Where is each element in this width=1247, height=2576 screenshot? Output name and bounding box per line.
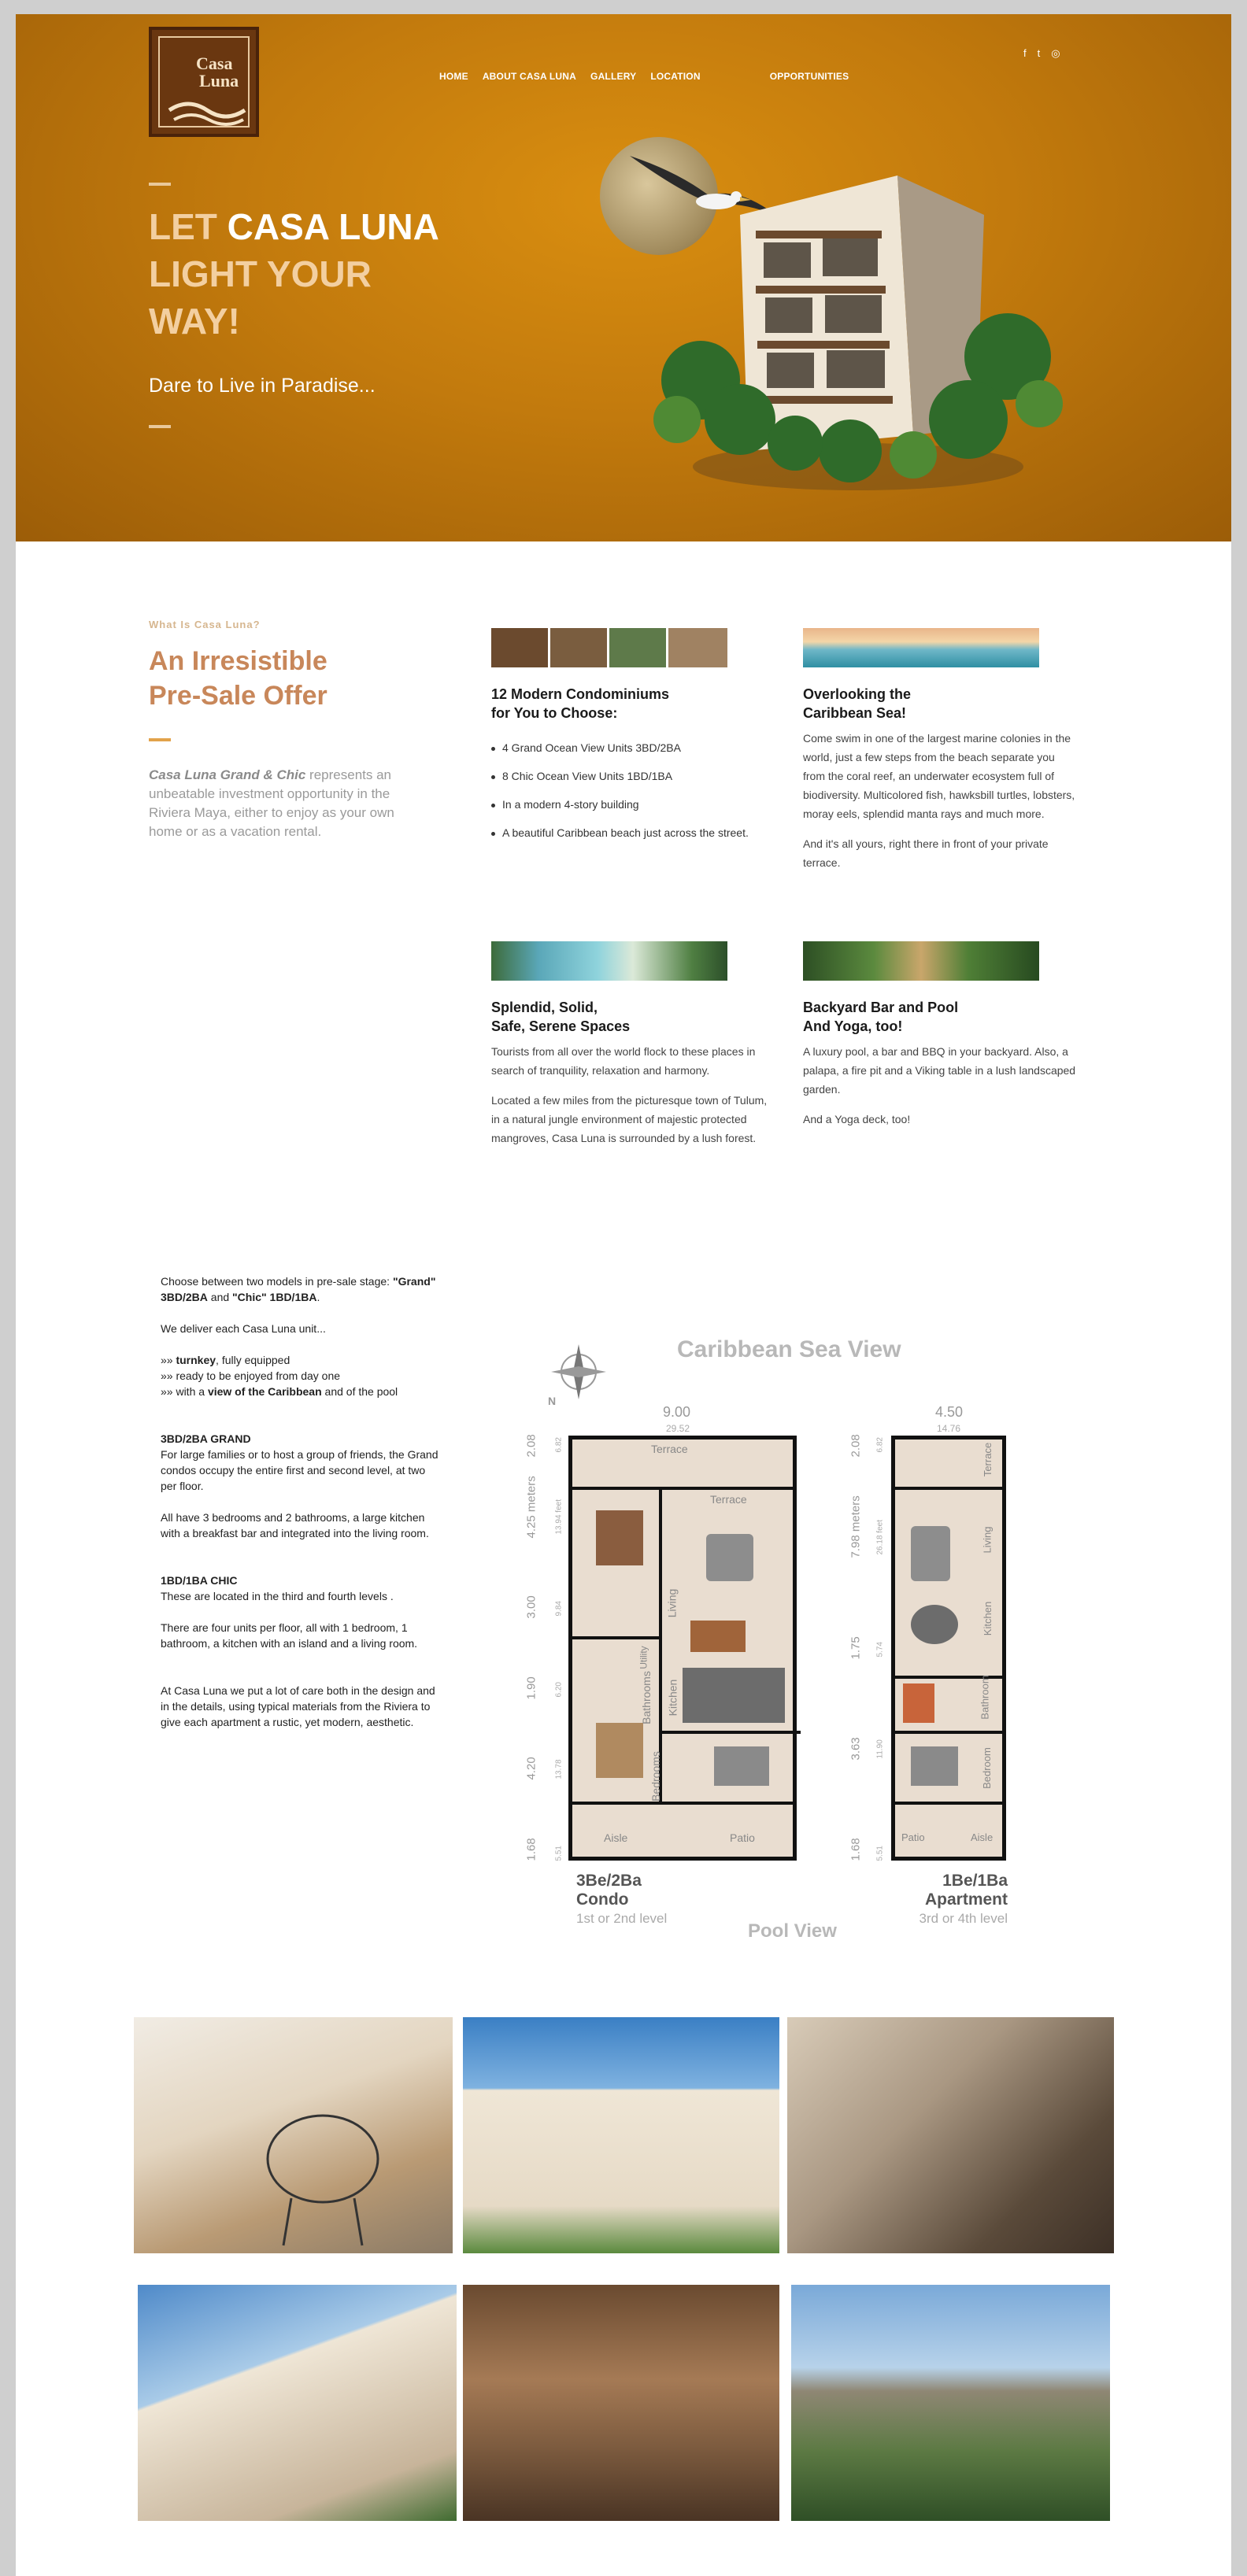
room-label: Bathrooms [639, 1671, 653, 1724]
facebook-icon[interactable]: f [1023, 47, 1027, 59]
card-backyard-p2: And a Yoga deck, too! [803, 1113, 911, 1125]
plan-bed [596, 1723, 643, 1778]
list-item: 8 Chic Ocean View Units 1BD/1BA [491, 770, 790, 782]
right-width-m: 4.50 [935, 1404, 964, 1420]
condos-thumbnail [491, 628, 727, 667]
right-dimensions-feet [871, 1437, 890, 1861]
card-backyard-body [803, 1042, 1080, 1140]
hero-title-line2: LIGHT YOUR [149, 253, 372, 294]
bullet-prefix: »» [161, 1354, 176, 1366]
hero-title-casa-luna: CASA LUNA [227, 206, 439, 247]
apartment-label [905, 1872, 1008, 1909]
chic-title: 1BD/1BA CHIC [161, 1574, 238, 1587]
left-width-ft: 29.52 [666, 1423, 690, 1434]
plan-wall [572, 1636, 659, 1639]
condo-level: 1st or 2nd level [576, 1911, 668, 1926]
card-caribbean-p2: And it's all yours, right there in front of your private terrace. [803, 837, 1049, 869]
plan-counter [683, 1668, 785, 1723]
models-intro-grand: "Grand" 3BD/2BA [161, 1275, 436, 1303]
hero-subtitle: Dare to Live in Paradise... [149, 375, 376, 397]
room-label: Terrace [982, 1442, 994, 1477]
left-dim-ft: 9.84 [554, 1600, 564, 1617]
left-dim-ft: 6.82 [554, 1437, 564, 1453]
room-label: Bathroom [979, 1675, 991, 1720]
left-dim: 3.00 [524, 1595, 538, 1619]
apartment-plan [891, 1436, 1006, 1861]
card-condos-title [491, 685, 669, 723]
room-label: Kitchen [666, 1679, 679, 1717]
room-label: Patio [730, 1831, 755, 1844]
logo-text-luna: Luna [199, 71, 239, 91]
right-dim-ft: 5.74 [875, 1641, 885, 1657]
offer-text-body: represents an unbeatable investment opportunity in the Riviera Maya, either to enjoy as your own home or as a vacation rental. [149, 767, 394, 839]
models-intro-chic: "Chic" 1BD/1BA [232, 1291, 317, 1303]
offer-title-line1: An Irresistible [149, 646, 327, 676]
left-dim: 1.90 [524, 1676, 538, 1700]
plan-bath [903, 1683, 934, 1723]
plan-sofa [706, 1534, 753, 1581]
nav-location[interactable]: LOCATION [650, 71, 701, 82]
right-dim: 7.98 meters [849, 1495, 863, 1558]
floorplan-sea-view-title: Caribbean Sea View [677, 1336, 901, 1362]
gallery-image-living-room[interactable] [787, 2017, 1114, 2253]
bullet-view-rest: and of the pool [321, 1385, 398, 1398]
plan-wall [895, 1731, 1002, 1734]
left-dim-ft: 13.94 feet [554, 1499, 564, 1535]
left-dim: 4.20 [524, 1757, 538, 1780]
offer-title-line2: Pre-Sale Offer [149, 681, 327, 711]
offer-divider [149, 738, 171, 741]
card-spaces-title-line2: Safe, Serene Spaces [491, 1018, 631, 1034]
right-dim: 2.08 [849, 1434, 863, 1458]
condo-label-line2: Condo [576, 1890, 629, 1909]
nav-gallery[interactable]: GALLERY [590, 71, 637, 82]
offer-text-emphasis: Casa Luna Grand & Chic [149, 767, 306, 782]
plan-sofa [911, 1526, 950, 1581]
condos-feature-list [491, 741, 790, 855]
room-label: Aisle [971, 1831, 994, 1843]
room-label: Patio [901, 1831, 925, 1843]
left-dim: 1.68 [524, 1838, 538, 1861]
room-label: Terrace [651, 1443, 688, 1455]
grand-p1: For large families or to host a group of friends, the Grand condos occupy the entire first and second level, at two per floor. [161, 1448, 438, 1492]
logo-frame [158, 36, 250, 128]
apartment-label-line1: 1Be/1Ba [942, 1872, 1008, 1890]
plan-wall [895, 1487, 1002, 1490]
models-bullets [161, 1352, 444, 1399]
card-backyard-title-line2: And Yoga, too! [803, 1018, 903, 1034]
condo-label-line1: 3Be/2Ba [576, 1872, 642, 1890]
right-dim: 3.63 [849, 1737, 863, 1761]
room-label: Living [981, 1526, 994, 1554]
nav-home[interactable]: HOME [439, 71, 468, 82]
list-item: 4 Grand Ocean View Units 3BD/2BA [491, 741, 790, 754]
room-label: Kitchen [982, 1601, 994, 1636]
plan-bed [911, 1746, 958, 1786]
gallery-image-stone-arch[interactable] [791, 2285, 1110, 2521]
twitter-icon[interactable]: t [1037, 47, 1041, 59]
plan-wall [895, 1802, 1002, 1805]
card-spaces-body [491, 1042, 768, 1159]
right-width-ft: 14.76 [937, 1423, 961, 1434]
hero-section [16, 14, 1231, 541]
plan-wall [572, 1487, 793, 1490]
compass-north: N [548, 1395, 557, 1407]
room-label: Terrace [710, 1493, 747, 1506]
room-label: Utility [638, 1646, 649, 1669]
list-item: In a modern 4-story building [491, 798, 790, 811]
right-dimensions [844, 1434, 868, 1861]
plan-bed [596, 1510, 643, 1565]
right-dim-ft: 26.18 feet [875, 1519, 885, 1555]
casa-luna-logo[interactable] [149, 27, 259, 137]
apartment-level: 3rd or 4th level [919, 1911, 1008, 1926]
models-closing: At Casa Luna we put a lot of care both in the design and in the details, using typical materials from the Riviera to give each apartment a rustic, yet modern, aesthetic. [161, 1684, 435, 1728]
plan-table [690, 1621, 746, 1652]
room-label: Bedroom [980, 1747, 993, 1789]
right-dim-ft: 6.82 [875, 1437, 885, 1453]
nav-opportunities[interactable]: OPPORTUNITIES [769, 71, 849, 82]
bullet-turnkey: turnkey [176, 1354, 216, 1366]
caribbean-sunset-thumbnail [803, 628, 1039, 667]
plan-wall [659, 1731, 801, 1734]
building-illustration [653, 168, 1063, 498]
bullet-view: view of the Caribbean [207, 1385, 322, 1398]
jungle-thumbnail [803, 941, 1039, 981]
models-intro-e: . [316, 1291, 320, 1303]
models-description [161, 1273, 444, 1746]
left-dim-ft: 13.78 [554, 1759, 564, 1780]
left-dimensions-feet [549, 1437, 568, 1861]
grand-title: 3BD/2BA GRAND [161, 1432, 251, 1445]
card-caribbean-p1: Come swim in one of the largest marine colonies in the world, just a few steps from the beach separate you from the coral reef, an underwater ecosystem full of biodiversity. Multicolored fish, hawksbill turtles, lobsters, moray eels, splendid manta rays and much more. [803, 732, 1075, 820]
hero-divider-bottom [149, 425, 171, 428]
hero-title-line3: WAY! [149, 301, 240, 342]
condo-label [576, 1872, 642, 1909]
bullet-ready: »» ready to be enjoyed from day one [161, 1369, 341, 1382]
card-backyard-p1: A luxury pool, a bar and BBQ in your backyard. Also, a palapa, a fire pit and a Viking table in a lush landscaped garden. [803, 1045, 1076, 1096]
gallery-image-building-side[interactable] [138, 2285, 457, 2521]
offer-title [149, 644, 327, 713]
condo-plan [568, 1436, 797, 1861]
card-spaces-title [491, 998, 630, 1036]
card-spaces-p2: Located a few miles from the picturesque town of Tulum, in a natural jungle environment of majestic protected mangroves, Casa Luna is surrounded by a lush forest. [491, 1094, 768, 1144]
card-caribbean-body [803, 729, 1079, 883]
chic-p1: These are located in the third and fourth levels . [161, 1590, 394, 1602]
card-caribbean-title [803, 685, 911, 723]
instagram-icon[interactable]: ◎ [1051, 47, 1060, 59]
bullet-turnkey-rest: , fully equipped [216, 1354, 290, 1366]
bullet-prefix: »» with a [161, 1385, 208, 1398]
left-dim-ft: 5.51 [554, 1846, 564, 1861]
card-spaces-title-line1: Splendid, Solid, [491, 1000, 598, 1015]
card-caribbean-title-line1: Overlooking the [803, 686, 912, 702]
right-dim-ft: 11.90 [875, 1739, 885, 1759]
gallery-image-building-front[interactable] [463, 2285, 779, 2521]
logo-text-casa: Casa [196, 54, 233, 73]
models-intro-a: Choose between two models in pre-sale stage: [161, 1275, 393, 1288]
room-label: Living [665, 1588, 679, 1618]
beach-thumbnail [491, 941, 727, 981]
apartment-label-line2: Apartment [924, 1890, 1008, 1909]
left-dim: 4.25 meters [524, 1475, 538, 1539]
gallery-image-terrace[interactable] [134, 2017, 453, 2253]
hero-divider-top [149, 183, 171, 186]
card-caribbean-title-line2: Caribbean Sea! [803, 705, 907, 721]
left-dim-ft: 6.20 [554, 1682, 564, 1698]
section-kicker: What Is Casa Luna? [149, 619, 261, 630]
models-intro [161, 1273, 444, 1305]
card-backyard-title-line1: Backyard Bar and Pool [803, 1000, 959, 1015]
gallery-image-facade[interactable] [463, 2017, 779, 2253]
list-item: A beautiful Caribbean beach just across the street. [491, 826, 790, 839]
plan-table [911, 1605, 958, 1644]
card-backyard-title [803, 998, 958, 1036]
card-spaces-p1: Tourists from all over the world flock to these places in search of tranquility, relaxation and harmony. [491, 1045, 756, 1077]
right-dim: 1.68 [849, 1838, 863, 1861]
floor-plan [520, 1321, 1023, 1942]
models-intro-c: and [207, 1291, 233, 1303]
models-deliver: We deliver each Casa Luna unit... [161, 1322, 326, 1335]
offer-text [149, 766, 416, 841]
chic-p2: There are four units per floor, all with 1 bedroom, 1 bathroom, a kitchen with an island and a living room. [161, 1621, 418, 1650]
card-condos-title-line2: for You to Choose: [491, 705, 618, 721]
hero-title [149, 203, 479, 345]
main-nav [439, 71, 849, 82]
chair-icon [134, 2017, 453, 2253]
floorplan-pool-view: Pool View [748, 1920, 837, 1942]
nav-about[interactable]: ABOUT CASA LUNA [482, 71, 577, 82]
plan-wall [572, 1802, 793, 1805]
room-label: Aisle [604, 1831, 628, 1844]
right-dim: 1.75 [849, 1635, 863, 1659]
social-links [1023, 47, 1060, 60]
right-dim-ft: 5.51 [875, 1846, 885, 1861]
page [16, 14, 1231, 2576]
room-label: Bedrooms [649, 1751, 662, 1802]
grand-p2: All have 3 bedrooms and 2 bathrooms, a large kitchen with a breakfast bar and integrated into the living room. [161, 1511, 429, 1539]
hero-title-let: LET [149, 206, 228, 247]
card-condos-title-line1: 12 Modern Condominiums [491, 686, 670, 702]
left-width-m: 9.00 [663, 1404, 691, 1420]
left-dim: 2.08 [524, 1434, 538, 1458]
plan-bed [714, 1746, 769, 1786]
